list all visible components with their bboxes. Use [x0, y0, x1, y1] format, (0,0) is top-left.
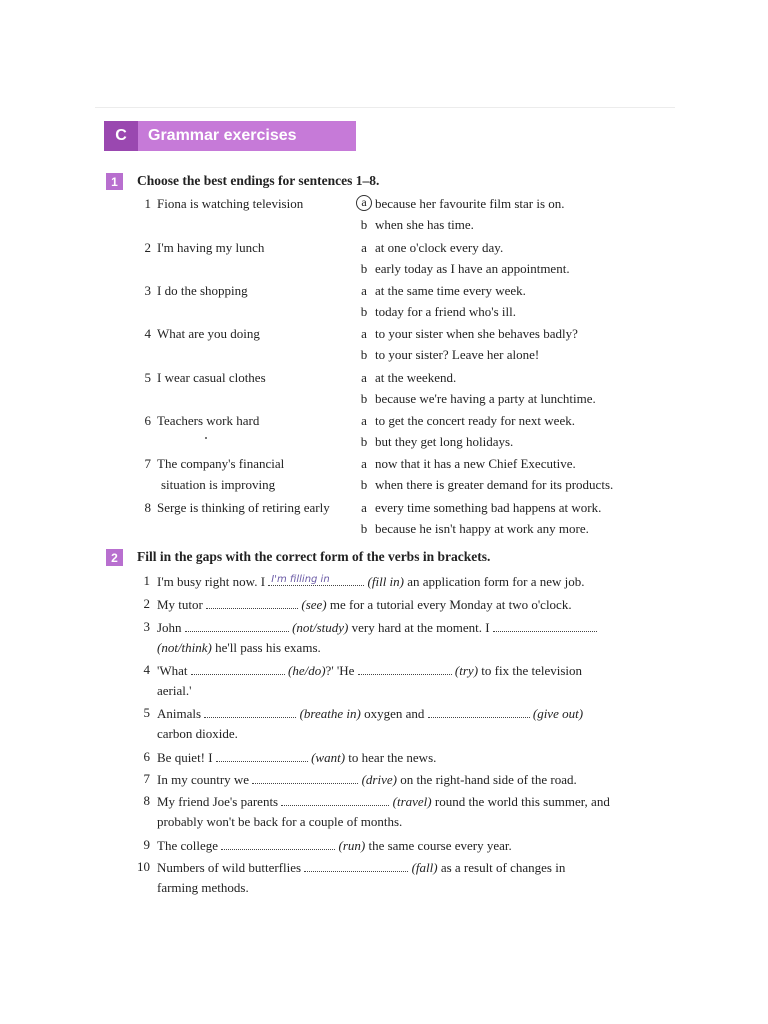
- sentence-text: John (not/study) very hard at the moment. I: [157, 619, 597, 636]
- option-b-ending: when she has time.: [375, 217, 474, 232]
- verb-hint: (he/do): [288, 663, 326, 678]
- item-number: 3: [143, 619, 150, 634]
- answer-blank[interactable]: [304, 859, 408, 872]
- exercise-2-line: [0, 573, 768, 594]
- section-header: [104, 121, 356, 151]
- option-b-letter: b: [360, 217, 368, 232]
- sentence-beginning: Teachers work hard: [157, 413, 260, 428]
- item-number: 10: [137, 859, 150, 874]
- item-number: 5: [144, 370, 151, 385]
- sentence-beginning: Fiona is watching television: [157, 196, 304, 211]
- option-b-letter: b: [360, 391, 368, 406]
- exercise-2-line: [0, 662, 768, 683]
- option-b-ending: but they get long holidays.: [375, 434, 514, 449]
- option-b-letter: b: [360, 261, 368, 276]
- sentence-text: My tutor (see) me for a tutorial every Monday at two o'clock.: [157, 597, 572, 612]
- option-b-ending: because we're having a party at lunchtime.: [375, 391, 596, 406]
- option-a-letter: a: [361, 456, 367, 471]
- sentence-text: Animals (breathe in) oxygen and (give out): [157, 706, 584, 721]
- option-b-letter: b: [360, 434, 368, 449]
- exercise-2-instruction: Fill in the gaps with the correct form of the verbs in brackets.: [137, 549, 491, 564]
- verb-hint: (run): [338, 838, 366, 853]
- option-a-ending: every time something bad happens at work.: [375, 500, 602, 515]
- option-a-ending: because her favourite film star is on.: [375, 196, 565, 211]
- answer-blank[interactable]: [191, 662, 285, 675]
- exercise-1-item: [0, 283, 768, 304]
- exercise-2-line: [0, 859, 768, 880]
- verb-hint: (see): [301, 597, 327, 612]
- option-a-ending: to get the concert ready for next week.: [375, 413, 575, 428]
- exercise-1-instruction: Choose the best endings for sentences 1–8.: [137, 173, 380, 188]
- option-a-circled: a: [356, 195, 372, 211]
- verb-hint: (drive): [361, 772, 397, 787]
- option-a-letter: a: [361, 413, 367, 428]
- option-b-letter: b: [360, 477, 368, 492]
- stray-mark: [205, 437, 207, 439]
- exercise-1-item: [0, 326, 768, 347]
- exercise-1-item: [0, 500, 768, 521]
- sentence-beginning: The company's financial: [157, 456, 285, 471]
- item-number: 4: [144, 326, 151, 341]
- item-number: 2: [144, 240, 151, 255]
- item-number: 6: [144, 413, 151, 428]
- answer-blank[interactable]: [185, 619, 289, 632]
- answer-blank[interactable]: [493, 619, 597, 632]
- answer-blank[interactable]: [358, 662, 452, 675]
- option-b-letter: b: [360, 521, 368, 536]
- exercise-2-line: [0, 683, 768, 704]
- sentence-text: aerial.': [157, 683, 192, 698]
- section-letter: C: [104, 121, 138, 151]
- exercise-1-item-b: [0, 391, 768, 412]
- answer-blank[interactable]: [204, 705, 296, 718]
- exercise-2-line: [0, 596, 768, 617]
- verb-hint: (fill in): [367, 574, 404, 589]
- sentence-text: farming methods.: [157, 880, 249, 895]
- sentence-text: (not/think) he'll pass his exams.: [157, 640, 321, 655]
- item-number: 7: [143, 771, 150, 786]
- sentence-beginning-cont: situation is improving: [161, 477, 276, 492]
- sentence-text: In my country we (drive) on the right-hand side of the road.: [157, 772, 577, 787]
- sentence-beginning: Serge is thinking of retiring early: [157, 500, 330, 515]
- sentence-beginning: I'm having my lunch: [157, 240, 265, 255]
- option-a-ending: at the same time every week.: [375, 283, 526, 298]
- verb-hint: (try): [454, 663, 479, 678]
- exercise-1-number: 1: [106, 173, 123, 190]
- exercise-1-item: [0, 413, 768, 434]
- option-a-ending: now that it has a new Chief Executive.: [375, 456, 576, 471]
- verb-hint: (breathe in): [299, 706, 361, 721]
- item-number: 8: [144, 500, 151, 515]
- option-a-ending: at the weekend.: [375, 370, 457, 385]
- exercise-2-line: [0, 771, 768, 792]
- option-a-letter: a: [361, 240, 367, 255]
- exercise-1-item-b: [0, 521, 768, 542]
- answer-blank[interactable]: [281, 793, 389, 806]
- exercise-2-line: [0, 640, 768, 661]
- exercise-2-line: [0, 814, 768, 835]
- exercise-1-item: [0, 196, 768, 217]
- section-title: Grammar exercises: [148, 127, 297, 144]
- option-a-letter: a: [361, 370, 367, 385]
- exercise-2-line: [0, 837, 768, 858]
- verb-hint: (fall): [411, 860, 438, 875]
- option-a-ending: to your sister when she behaves badly?: [375, 326, 578, 341]
- verb-hint: (not/think): [157, 640, 212, 655]
- exercise-2-line: [0, 619, 768, 640]
- answer-blank[interactable]: [216, 749, 308, 762]
- sentence-text: My friend Joe's parents (travel) round the world this summer, and: [157, 794, 610, 809]
- option-a-letter: a: [361, 500, 367, 515]
- exercise-2-line: [0, 749, 768, 770]
- option-b-letter: b: [360, 304, 368, 319]
- item-number: 6: [143, 749, 150, 764]
- answer-blank[interactable]: [428, 705, 530, 718]
- answer-blank[interactable]: [221, 837, 335, 850]
- sentence-text: Be quiet! I (want) to hear the news.: [157, 750, 437, 765]
- item-number: 7: [144, 456, 151, 471]
- option-b-ending: today for a friend who's ill.: [375, 304, 516, 319]
- option-b-ending: because he isn't happy at work any more.: [375, 521, 589, 536]
- option-b-ending: to your sister? Leave her alone!: [375, 347, 540, 362]
- exercise-1-item-b: [0, 477, 768, 498]
- option-b-ending: early today as I have an appointment.: [375, 261, 570, 276]
- verb-hint: (not/study): [292, 620, 349, 635]
- option-a-letter: a: [361, 283, 367, 298]
- item-number: 5: [143, 705, 150, 720]
- option-a-ending: at one o'clock every day.: [375, 240, 504, 255]
- verb-hint: (travel): [392, 794, 432, 809]
- item-number: 1: [144, 196, 151, 211]
- sentence-text: 'What (he/do)?' 'He (try) to fix the television: [157, 663, 583, 678]
- page-top-rule: [95, 107, 675, 108]
- item-number: 9: [143, 837, 150, 852]
- exercise-2-line: [0, 726, 768, 747]
- sentence-beginning: I do the shopping: [157, 283, 248, 298]
- item-number: 2: [143, 596, 150, 611]
- verb-hint: (give out): [532, 706, 584, 721]
- option-b-letter: b: [360, 347, 368, 362]
- sentence-text: probably won't be back for a couple of months.: [157, 814, 403, 829]
- exercise-2-line: [0, 793, 768, 814]
- sentence-text: Numbers of wild butterflies (fall) as a result of changes in: [157, 860, 566, 875]
- answer-blank[interactable]: [206, 596, 298, 609]
- exercise-1-item-b: [0, 347, 768, 368]
- exercise-1-item-b: [0, 434, 768, 455]
- option-a-letter: a: [361, 326, 367, 341]
- item-number: 8: [143, 793, 150, 808]
- verb-hint: (want): [311, 750, 346, 765]
- sentence-text: The college (run) the same course every year.: [157, 838, 512, 853]
- exercise-2-number: 2: [106, 549, 123, 566]
- answer-blank[interactable]: [252, 771, 358, 784]
- item-number: 1: [143, 573, 150, 588]
- exercise-1-item-b: [0, 261, 768, 282]
- exercise-1-item: [0, 240, 768, 261]
- sentence-text: I'm busy right now. I I'm filling in (fill in) an application form for a new job.: [157, 574, 585, 589]
- handwritten-answer: I'm filling in: [271, 574, 330, 585]
- exercise-1-item: [0, 456, 768, 477]
- exercise-2-line: [0, 880, 768, 901]
- exercise-1-item: [0, 370, 768, 391]
- exercise-1-item-b: [0, 304, 768, 325]
- exercise-1-item-b: [0, 217, 768, 238]
- answer-blank[interactable]: [268, 573, 364, 586]
- item-number: 3: [144, 283, 151, 298]
- sentence-beginning: What are you doing: [157, 326, 260, 341]
- exercise-2-line: [0, 705, 768, 726]
- sentence-text: carbon dioxide.: [157, 726, 238, 741]
- sentence-beginning: I wear casual clothes: [157, 370, 266, 385]
- item-number: 4: [143, 662, 150, 677]
- option-b-ending: when there is greater demand for its products.: [375, 477, 614, 492]
